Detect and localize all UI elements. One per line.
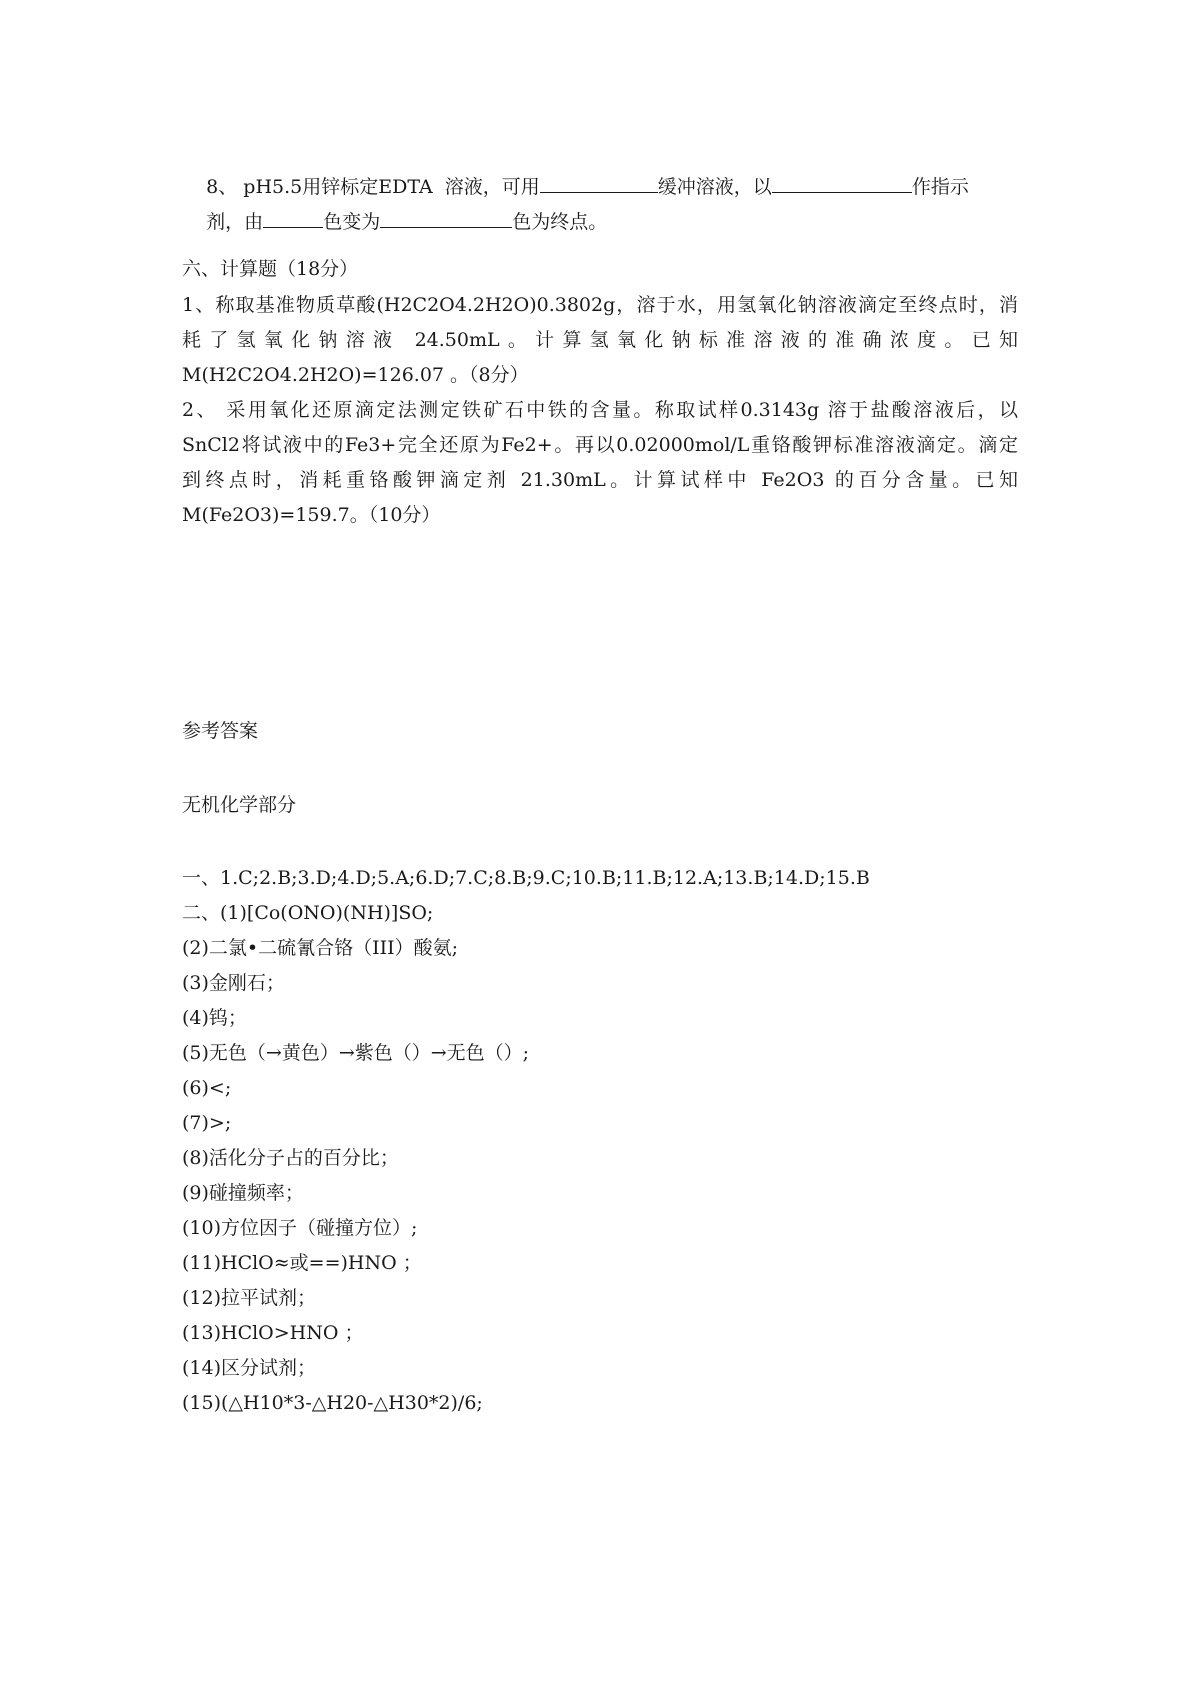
q8-line2-mid: 色变为 xyxy=(323,211,381,233)
q8-mid1: 缓冲溶液，以 xyxy=(657,176,772,198)
calc-p2-line-1: 2、 采用氧化还原滴定法测定铁矿石中铁的含量。称取试样0.3143g 溶于盐酸溶液后，以 xyxy=(182,399,1018,421)
answer-line: (4)钨； xyxy=(182,1007,247,1029)
calc-p2-line-4: M(Fe2O3)=159.7。（10分） xyxy=(182,504,441,526)
calc-p2-line-2: SnCl2将试液中的Fe3+完全还原为Fe2+。再以0.02000mol/L重铬酸钾标准溶液滴定。滴定 xyxy=(182,434,1018,456)
answer-line: 一、1.C;2.B;3.D;4.D;5.A;6.D;7.C;8.B;9.C;10.B;11.B;12.A;13.B;14.D;15.B xyxy=(182,867,870,889)
blank-color-to xyxy=(380,207,512,228)
answers-title: 参考答案 xyxy=(182,720,259,742)
calc-heading: 六、计算题（18分） xyxy=(182,258,359,280)
blank-color-from xyxy=(263,207,323,228)
calc-p1-line-2: 耗了氢氧化钠溶液 24.50mL。计算氢氧化钠标准溶液的准确浓度。已知 xyxy=(182,329,1018,351)
calc-p1-line-1: 1、称取基准物质草酸(H2C2O4.2H2O)0.3802g，溶于水，用氢氧化钠溶液滴定至终点时，消 xyxy=(182,294,1018,316)
answer-line: (15)(△H10*3-△H20-△H30*2)/6; xyxy=(182,1392,483,1414)
answer-line: (12)拉平试剂； xyxy=(182,1287,317,1309)
answer-line: (13)HClO>HNO ； xyxy=(182,1322,364,1344)
answer-line: (10)方位因子（碰撞方位）; xyxy=(182,1217,418,1239)
answer-line: (8)活化分子占的百分比； xyxy=(182,1147,399,1169)
answer-line: (5)无色（→黄色）→紫色（）→无色（）; xyxy=(182,1042,530,1064)
q8-mid2: 作指示 xyxy=(911,176,969,198)
q8-line2-suffix: 色为终点。 xyxy=(512,211,608,233)
answer-line: (14)区分试剂； xyxy=(182,1357,317,1379)
answer-line: (6)<; xyxy=(182,1077,232,1099)
calc-p1-line-3: M(H2C2O4.2H2O)=126.07 。（8分） xyxy=(182,364,529,386)
answer-line: (2)二氯•二硫氰合铬（III）酸氨; xyxy=(182,937,459,959)
calc-p2-line-3: 到终点时，消耗重铬酸钾滴定剂 21.30mL。计算试样中 Fe2O3 的百分含量。已知 xyxy=(182,469,1018,491)
q8-prefix: 8、 pH5.5用锌标定EDTA 溶液，可用 xyxy=(206,176,540,198)
answers-section: 无机化学部分 xyxy=(182,794,297,816)
q8-line-2 xyxy=(182,179,1018,233)
answer-line: (9)碰撞频率； xyxy=(182,1182,304,1204)
answer-line: (11)HClO≈或==)HNO ； xyxy=(182,1252,422,1274)
q8-line-1 xyxy=(182,144,1018,198)
answer-line: 二、(1)[Co(ONO)(NH)]SO; xyxy=(182,902,434,924)
q8-line2-prefix: 剂，由 xyxy=(206,211,264,233)
answer-line: (7)>; xyxy=(182,1112,232,1134)
answer-line: (3)金刚石； xyxy=(182,972,285,994)
